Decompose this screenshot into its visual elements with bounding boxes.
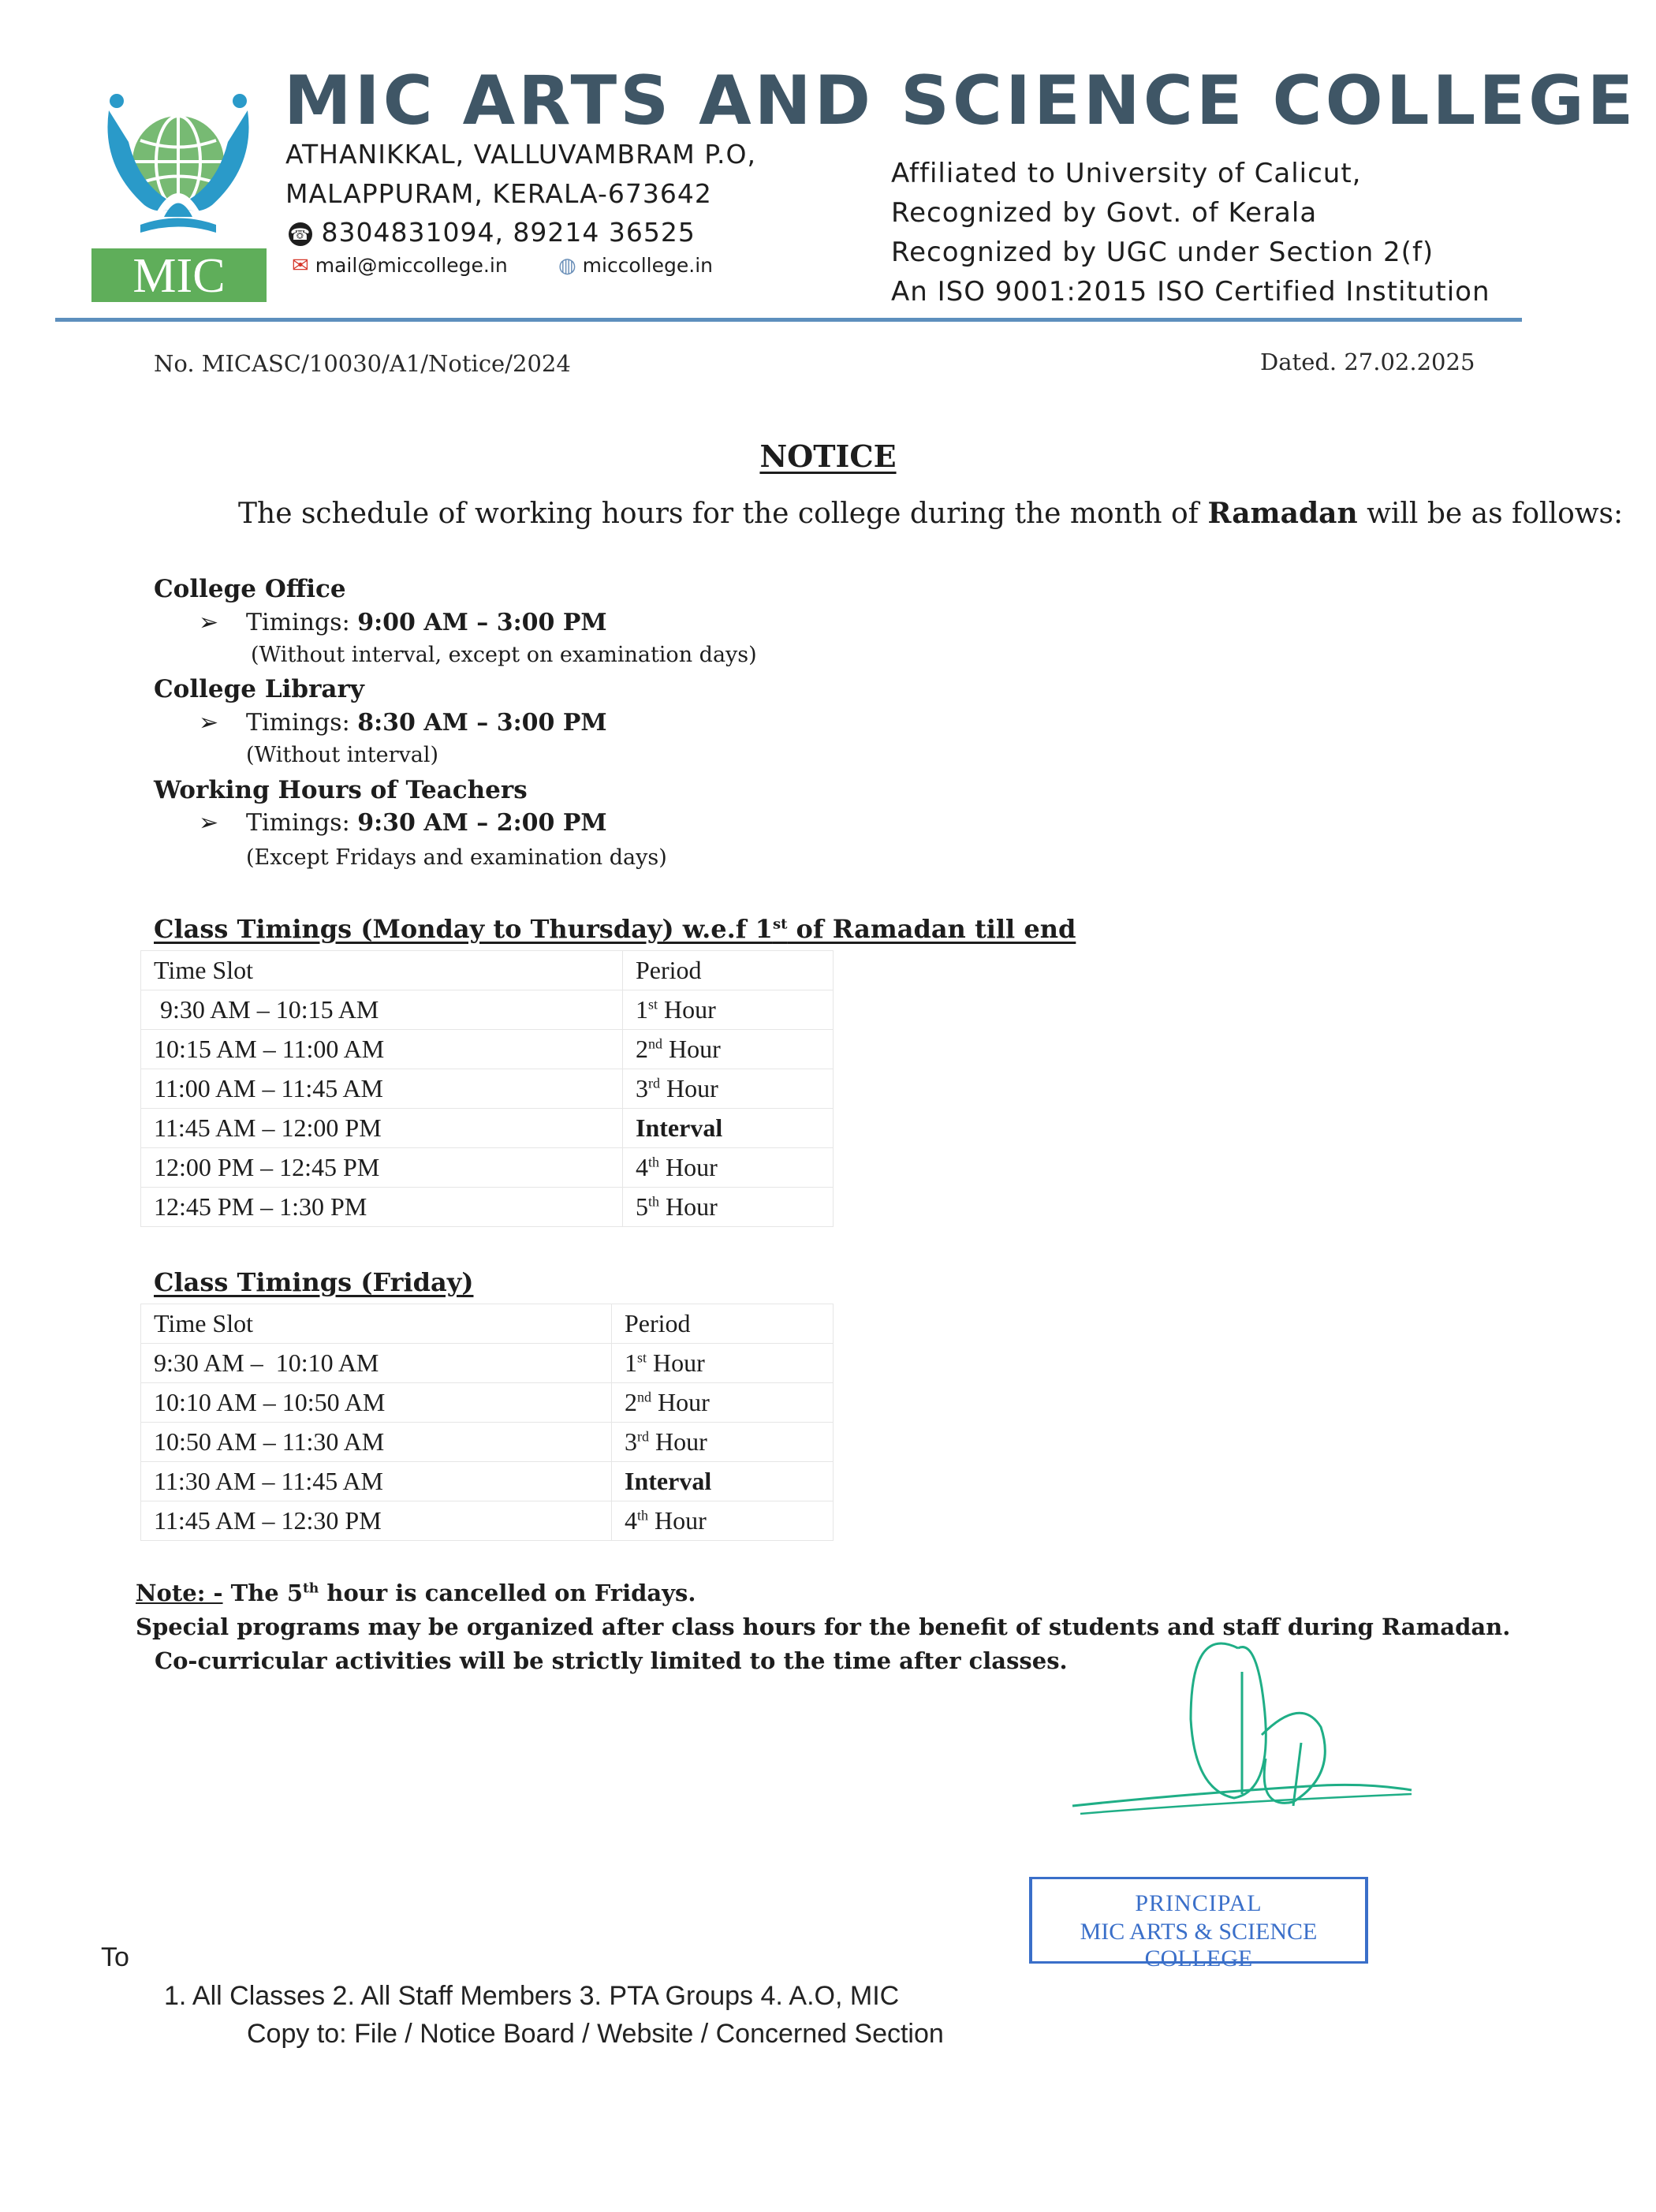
period: 1st Hour	[612, 1344, 834, 1383]
time-slot: 10:50 AM – 11:30 AM	[141, 1423, 612, 1462]
reference-number: No. MICASC/10030/A1/Notice/2024	[154, 350, 571, 377]
table-row	[141, 1462, 834, 1501]
friday-schedule-table	[140, 1304, 834, 1541]
note-line-3: Co-curricular activities will be strictly limited to the time after classes.	[155, 1647, 1068, 1674]
mon-thu-schedule-table	[140, 950, 834, 1227]
mon-thu-table-title: Class Timings (Monday to Thursday) w.e.f 1st of Ramadan till end	[154, 914, 1076, 944]
table-row	[141, 1109, 834, 1148]
period: 3rd Hour	[612, 1423, 834, 1462]
arrow-icon: ➢	[199, 709, 219, 737]
email-address: mail@miccollege.in	[315, 254, 508, 277]
principal-signature	[1065, 1624, 1419, 1830]
period: Interval	[612, 1462, 834, 1501]
address-line-1: ATHANIKKAL, VALLUVAMBRAM P.O,	[285, 139, 756, 170]
note-line-1: Note: - The 5th hour is cancelled on Fridays.	[136, 1580, 696, 1606]
teachers-note: (Except Fridays and examination days)	[246, 845, 667, 870]
teachers-timing: ➢ Timings: 9:30 AM – 2:00 PM	[199, 809, 607, 837]
friday-table-title: Class Timings (Friday)	[154, 1267, 474, 1297]
time-slot: 11:45 AM – 12:00 PM	[141, 1109, 623, 1148]
office-timing: ➢ Timings: 9:00 AM – 3:00 PM	[199, 609, 607, 636]
notice-title: NOTICE	[759, 438, 897, 474]
phone-numbers: 8304831094, 89214 36525	[321, 217, 696, 248]
accreditation-line-2: Recognized by Govt. of Kerala	[891, 197, 1318, 229]
period: Interval	[623, 1109, 834, 1148]
time-slot: 10:15 AM – 11:00 AM	[141, 1030, 623, 1069]
arrow-icon: ➢	[199, 609, 219, 636]
arrow-icon: ➢	[199, 809, 219, 837]
period: 4th Hour	[623, 1148, 834, 1188]
time-slot: 12:00 PM – 12:45 PM	[141, 1148, 623, 1188]
recipients-list: 1. All Classes 2. All Staff Members 3. PTA Groups 4. A.O, MIC	[164, 1981, 900, 2011]
table-row	[141, 1423, 834, 1462]
accreditation-line-1: Affiliated to University of Calicut,	[891, 158, 1362, 189]
section-head-library: College Library	[154, 675, 364, 703]
table-row	[141, 990, 834, 1030]
table-row	[141, 1501, 834, 1541]
time-slot: 10:10 AM – 10:50 AM	[141, 1383, 612, 1423]
table-row	[141, 1030, 834, 1069]
time-slot: 11:00 AM – 11:45 AM	[141, 1069, 623, 1109]
time-slot: 11:45 AM – 12:30 PM	[141, 1501, 612, 1541]
intro-before: The schedule of working hours for the college during the month of	[238, 498, 1208, 530]
time-slot: 9:30 AM – 10:10 AM	[141, 1344, 612, 1383]
table-row	[141, 1188, 834, 1227]
website-row[interactable]	[558, 254, 713, 278]
note-line-2: Special programs may be organized after class hours for the benefit of students and staff during Ramadan.	[136, 1613, 1511, 1640]
intro-after: will be as follows:	[1357, 498, 1624, 530]
mail-icon: ✉	[292, 254, 309, 278]
to-label: To	[101, 1942, 129, 1972]
period: 3rd Hour	[623, 1069, 834, 1109]
period: 1st Hour	[623, 990, 834, 1030]
period: 2nd Hour	[612, 1383, 834, 1423]
stamp-line-2: MIC ARTS & SCIENCE COLLEGE	[1080, 1919, 1318, 1971]
intro-bold: Ramadan	[1207, 497, 1358, 530]
library-note: (Without interval)	[246, 743, 439, 767]
table-row	[141, 1383, 834, 1423]
college-name: MIC ARTS AND SCIENCE COLLEGE	[284, 62, 1637, 140]
globe-icon: ◍	[558, 254, 576, 278]
notice-date: Dated. 27.02.2025	[1260, 349, 1475, 375]
phone-icon: ☎	[289, 222, 312, 246]
accreditation-line-3: Recognized by UGC under Section 2(f)	[891, 237, 1434, 268]
header-rule	[55, 318, 1522, 322]
table-row	[141, 1344, 834, 1383]
time-slot: 11:30 AM – 11:45 AM	[141, 1462, 612, 1501]
website-url: miccollege.in	[582, 254, 713, 277]
period: 4th Hour	[612, 1501, 834, 1541]
period: 5th Hour	[623, 1188, 834, 1227]
intro-text	[238, 497, 1623, 530]
header-time-slot: Time Slot	[141, 951, 623, 990]
section-head-office: College Office	[154, 575, 346, 603]
table-row	[141, 1069, 834, 1109]
header-period: Period	[612, 1304, 834, 1344]
address-line-2: MALAPPURAM, KERALA-673642	[285, 178, 712, 209]
header-time-slot: Time Slot	[141, 1304, 612, 1344]
stamp-line-1: PRINCIPAL	[1135, 1890, 1263, 1916]
table-row	[141, 1148, 834, 1188]
copy-to-line: Copy to: File / Notice Board / Website / Concerned Section	[247, 2019, 944, 2049]
college-logo	[85, 79, 274, 304]
email-row[interactable]	[292, 254, 508, 278]
logo-text: MIC	[132, 249, 226, 303]
library-timing: ➢ Timings: 8:30 AM – 3:00 PM	[199, 709, 607, 737]
time-slot: 12:45 PM – 1:30 PM	[141, 1188, 623, 1227]
table-header-row	[141, 951, 834, 990]
table-header-row	[141, 1304, 834, 1344]
period: 2nd Hour	[623, 1030, 834, 1069]
principal-stamp	[1029, 1877, 1368, 1971]
time-slot: 9:30 AM – 10:15 AM	[141, 990, 623, 1030]
phone-row	[289, 217, 696, 248]
accreditation-line-4: An ISO 9001:2015 ISO Certified Institution	[891, 276, 1490, 308]
office-note: (Without interval, except on examination days)	[251, 643, 757, 667]
header-period: Period	[623, 951, 834, 990]
section-head-teachers: Working Hours of Teachers	[154, 776, 528, 804]
